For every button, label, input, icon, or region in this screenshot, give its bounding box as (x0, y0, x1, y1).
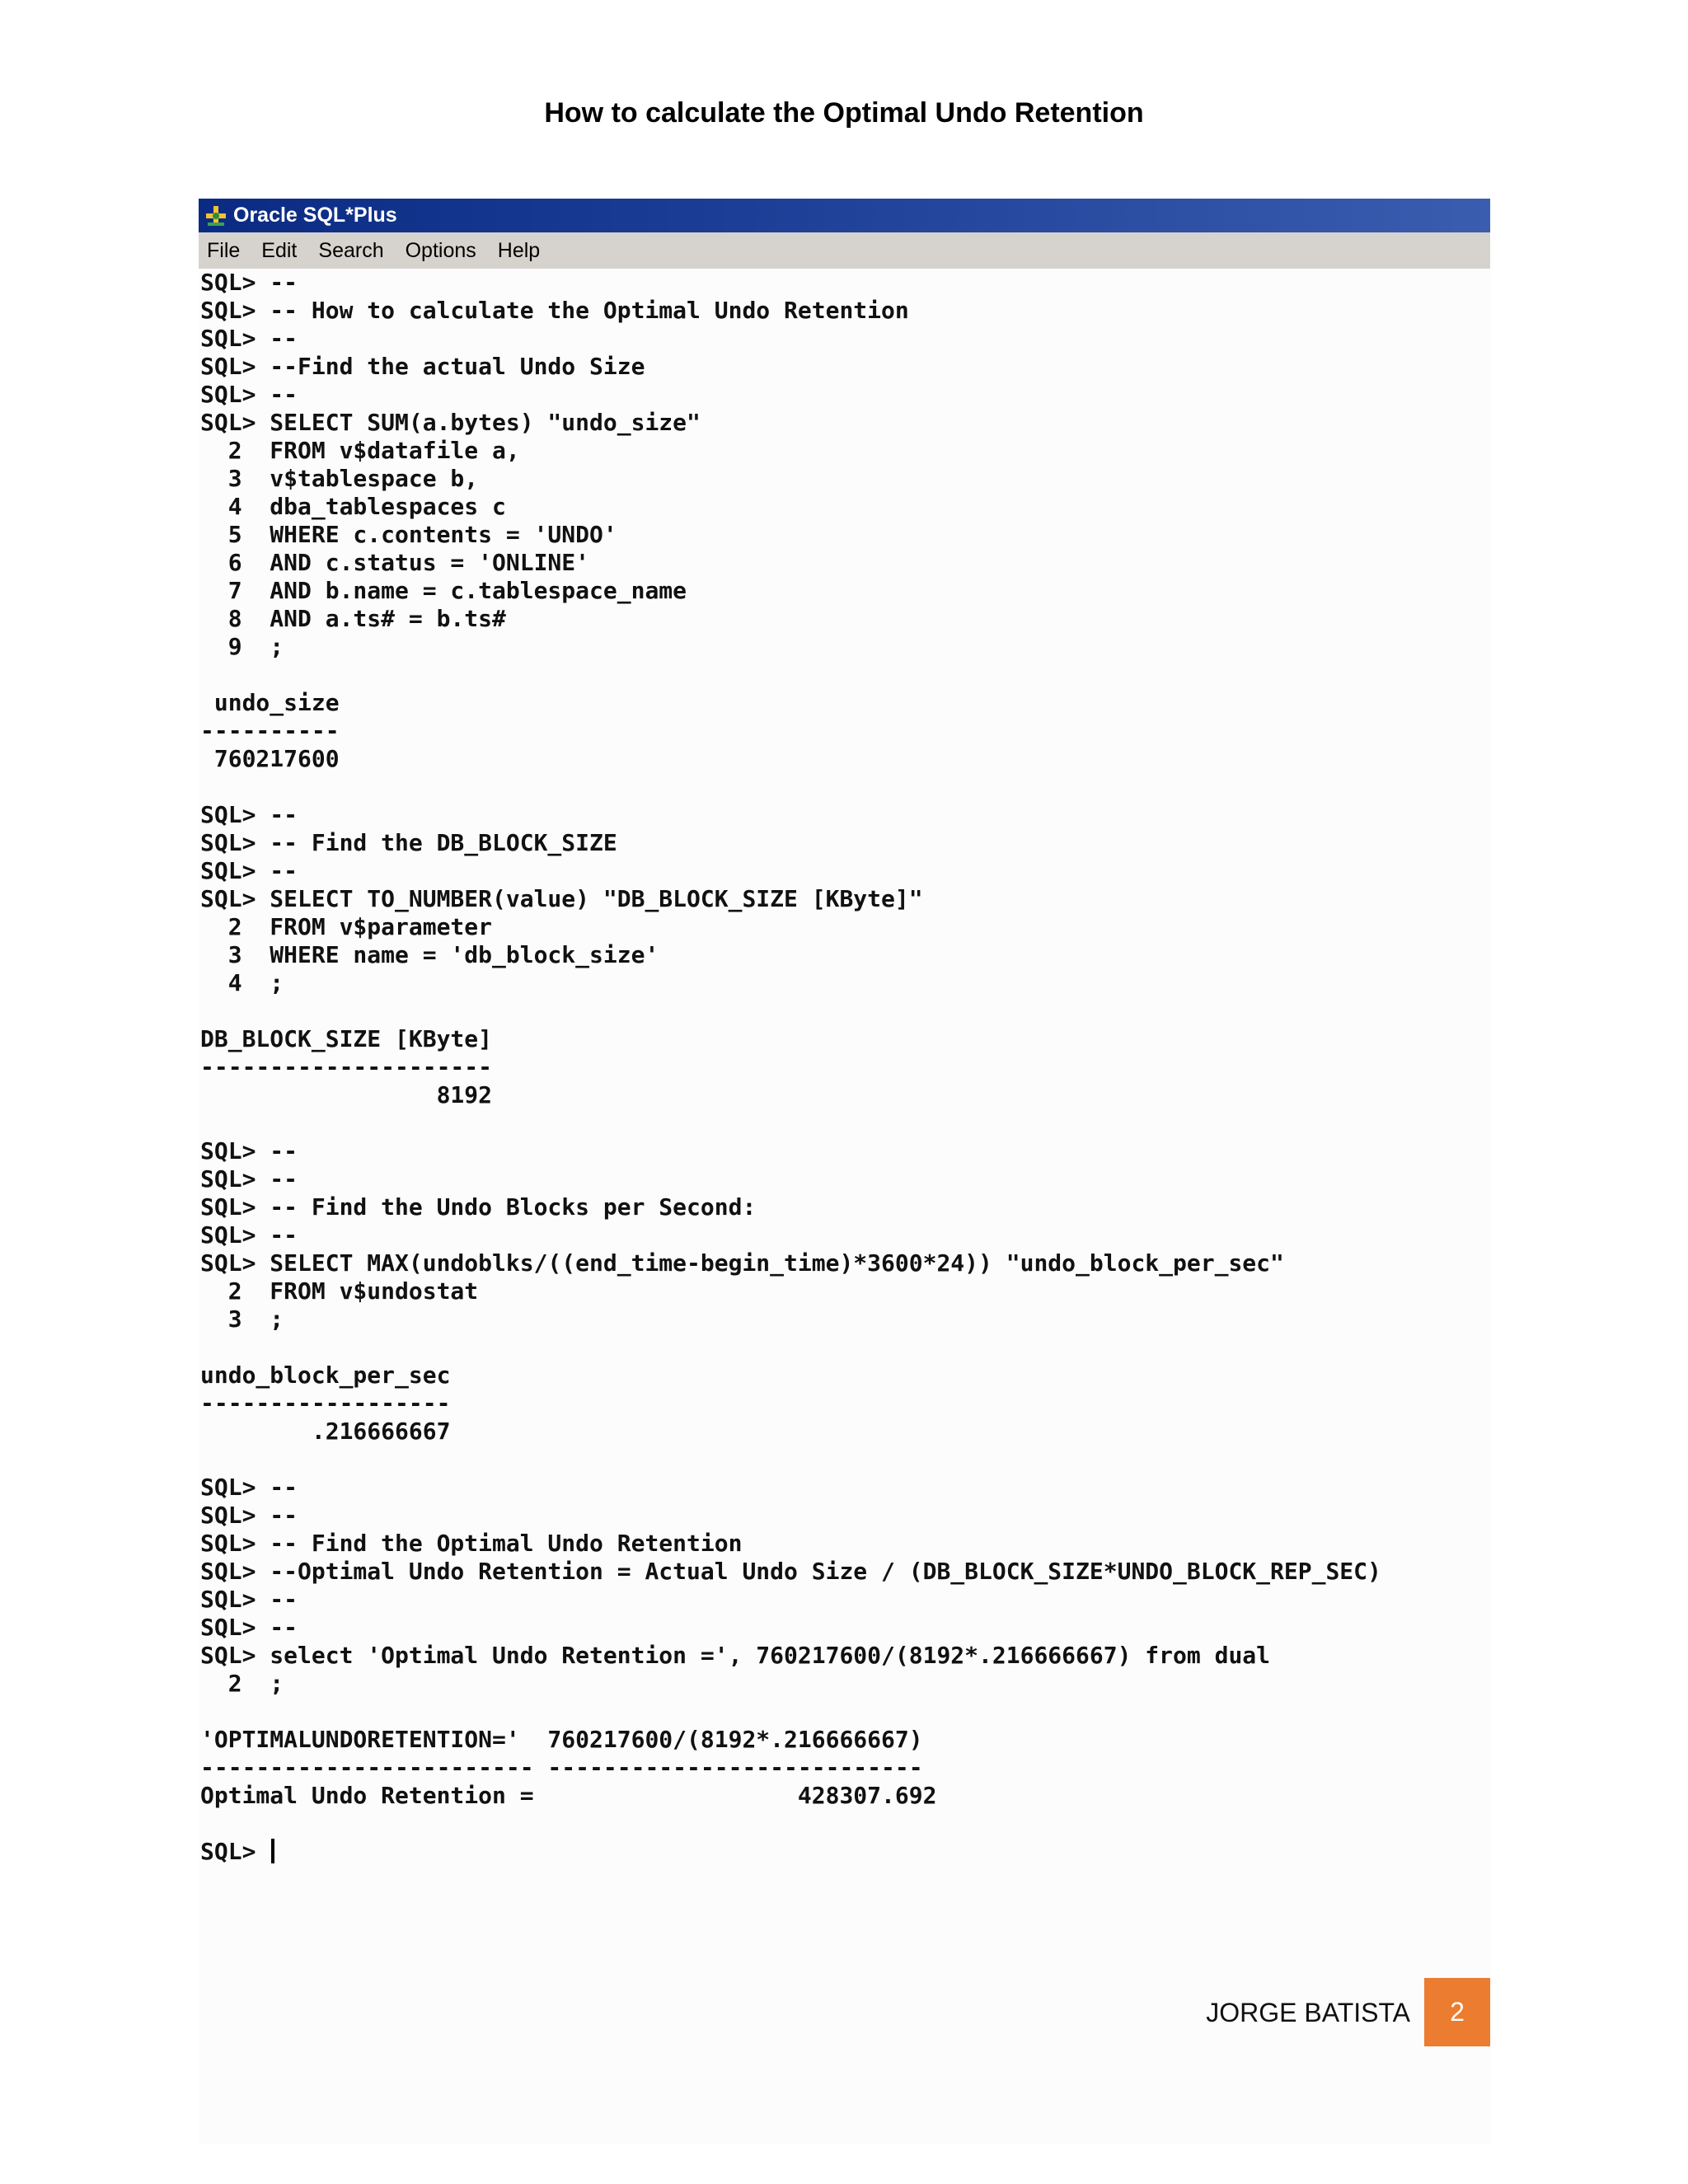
console-line: 9 ; (200, 633, 284, 660)
console-line: 4 dba_tablespaces c (200, 493, 506, 520)
console-line: 8192 (200, 1081, 493, 1108)
console-line: SQL> -- Find the Optimal Undo Retention (200, 1530, 743, 1557)
console-line: .216666667 (200, 1418, 451, 1445)
console-line: ------------------------ --------------------------- (200, 1754, 923, 1781)
footer-author: JORGE BATISTA (1206, 1998, 1410, 2027)
console-line: SQL> --Find the actual Undo Size (200, 353, 645, 380)
console-line: 8 AND a.ts# = b.ts# (200, 605, 506, 632)
window-titlebar[interactable] (199, 199, 1490, 232)
console-line: SQL> -- (200, 1165, 298, 1193)
console-line: 760217600 (200, 745, 340, 772)
console-line: SQL> -- (200, 381, 298, 408)
console-line: 'OPTIMALUNDORETENTION=' 760217600/(8192*.216666667) (200, 1726, 923, 1753)
text-cursor (271, 1839, 274, 1863)
window-title: Oracle SQL*Plus (233, 204, 397, 227)
console-line: SQL> -- (200, 325, 298, 352)
console-line: --------------------- (200, 1053, 493, 1080)
console-line: Optimal Undo Retention = 428307.692 (200, 1782, 937, 1809)
console-line: 2 FROM v$datafile a, (200, 437, 520, 464)
sqlplus-window[interactable] (199, 199, 1490, 2144)
menu-help[interactable]: Help (497, 238, 541, 262)
console-line: SQL> -- (200, 1221, 298, 1249)
console-line: SQL> SELECT TO_NUMBER(value) "DB_BLOCK_SIZE [KByte]" (200, 885, 923, 912)
menu-file[interactable]: File (207, 238, 241, 262)
console-line: ---------- (200, 717, 340, 744)
console-line: 2 ; (200, 1670, 284, 1697)
menu-bar (199, 232, 1490, 269)
console-line: SQL> -- (200, 857, 298, 884)
console-line: undo_block_per_sec (200, 1361, 451, 1389)
console-line: 2 FROM v$parameter (200, 913, 493, 940)
console-line: SQL> -- (200, 269, 298, 296)
console-line: SQL> -- (200, 1614, 298, 1641)
console-line: 6 AND c.status = 'ONLINE' (200, 549, 590, 576)
menu-search[interactable]: Search (318, 238, 384, 262)
page-title: How to calculate the Optimal Undo Retention (544, 97, 1144, 129)
console-line: SQL> -- How to calculate the Optimal Undo Retention (200, 297, 909, 324)
console-line: SQL> -- (200, 1586, 298, 1613)
console-line: DB_BLOCK_SIZE [KByte] (200, 1025, 493, 1052)
console-line: ------------------ (200, 1390, 451, 1417)
console-line: SQL> --Optimal Undo Retention = Actual Undo Size / (DB_BLOCK_SIZE*UNDO_BLOCK_REP_SEC) (200, 1558, 1381, 1585)
console-line: 7 AND b.name = c.tablespace_name (200, 577, 687, 604)
console-line: 2 FROM v$undostat (200, 1277, 479, 1305)
menu-options[interactable]: Options (405, 238, 476, 262)
menu-edit[interactable]: Edit (261, 238, 298, 262)
page-number-badge: 2 (1424, 1978, 1490, 2046)
sql-prompt: SQL> (200, 1838, 270, 1865)
console-line: SQL> select 'Optimal Undo Retention =', 760217600/(8192*.216666667) from dual (200, 1642, 1271, 1669)
console-line: SQL> -- Find the DB_BLOCK_SIZE (200, 829, 617, 856)
console-line: SQL> -- (200, 1474, 298, 1501)
console-output[interactable] (199, 269, 1490, 1866)
console-line: SQL> -- (200, 801, 298, 828)
console-line: 3 WHERE name = 'db_block_size' (200, 941, 659, 968)
console-line: undo_size (200, 689, 340, 716)
console-line: SQL> -- (200, 1502, 298, 1529)
console-line: 3 ; (200, 1305, 284, 1333)
oracle-sqlplus-icon (204, 204, 228, 228)
console-line: 5 WHERE c.contents = 'UNDO' (200, 521, 617, 548)
console-line: SQL> -- Find the Undo Blocks per Second: (200, 1193, 757, 1221)
console-line: 4 ; (200, 969, 284, 996)
console-line: SQL> -- (200, 1137, 298, 1165)
console-line: 3 v$tablespace b, (200, 465, 479, 492)
console-lines (200, 269, 1381, 1809)
console-line: SQL> SELECT SUM(a.bytes) "undo_size" (200, 409, 701, 436)
console-line: SQL> SELECT MAX(undoblks/((end_time-begin_time)*3600*24)) "undo_block_per_sec" (200, 1249, 1284, 1277)
